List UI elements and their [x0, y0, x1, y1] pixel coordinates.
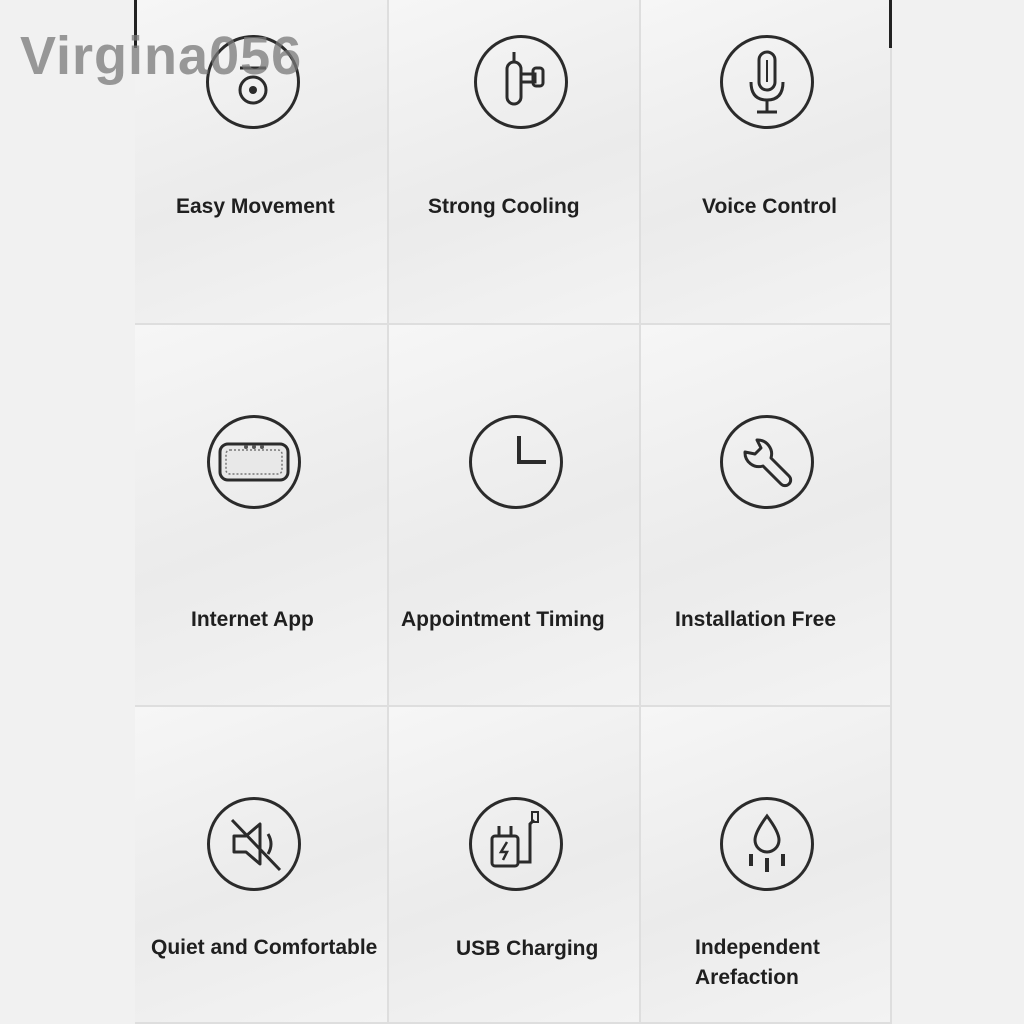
mute-speaker-icon	[207, 797, 301, 891]
feature-label-arefaction-line2: Arefaction	[695, 966, 799, 989]
feature-label-installation-free: Installation Free	[675, 608, 837, 631]
feature-label-quiet: Quiet and Comfortable	[151, 936, 378, 959]
speaker-device-icon	[207, 415, 301, 509]
feature-label-arefaction-line1: Independent	[695, 936, 820, 959]
feature-cell-internet-app	[135, 325, 389, 707]
feature-label-arefaction	[695, 933, 820, 993]
top-divider-right	[889, 0, 892, 48]
watermark-text: Virgina056	[20, 26, 303, 86]
wrench-icon	[720, 415, 814, 509]
feature-cell-appointment-timing	[389, 325, 641, 707]
microphone-icon	[720, 35, 814, 129]
fan-cooling-icon	[474, 35, 568, 129]
feature-label-easy-movement: Easy Movement	[176, 195, 335, 218]
feature-label-strong-cooling: Strong Cooling	[428, 195, 580, 218]
feature-label-voice-control: Voice Control	[702, 195, 837, 218]
feature-label-appointment-timing: Appointment Timing	[401, 608, 605, 631]
usb-charger-icon	[469, 797, 563, 891]
clock-icon	[469, 415, 563, 509]
feature-label-usb-charging: USB Charging	[456, 937, 599, 960]
feature-cell-installation-free	[641, 325, 892, 707]
feature-label-internet-app: Internet App	[191, 608, 314, 631]
water-drop-icon	[720, 797, 814, 891]
